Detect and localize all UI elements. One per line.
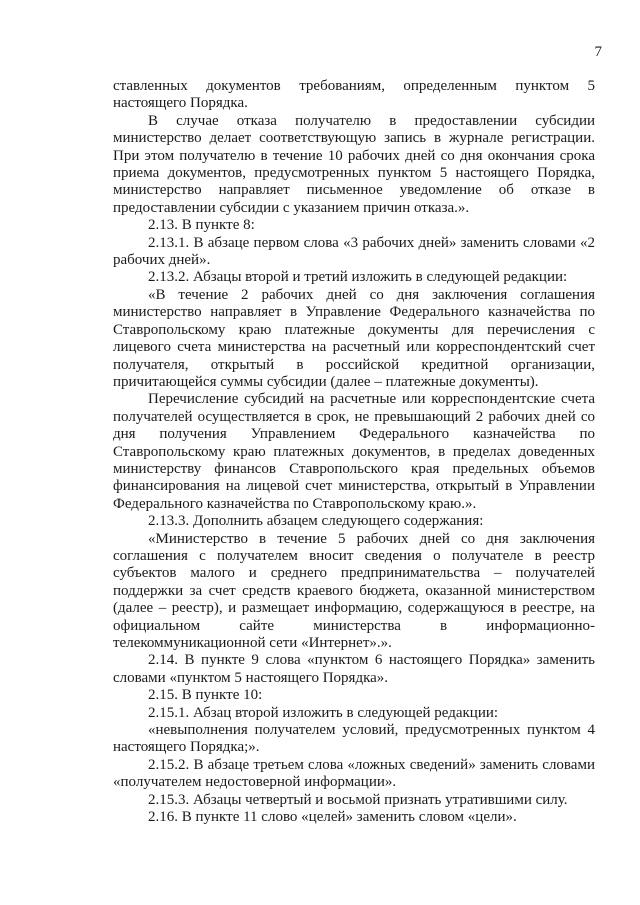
paragraph-12: 2.15.1. Абзац второй изложить в следующей редакции: (148, 704, 499, 721)
paragraph-10: 2.14. В пункте 9 слова «пунктом 6 настоящего Порядка» заменить словами «пунктом 5 настоящего Порядка». (113, 652, 595, 686)
paragraph-11: 2.15. В пункте 10: (148, 687, 263, 704)
document-body (113, 78, 595, 826)
paragraph-4: 2.13.1. В абзаце первом слова «3 рабочих дней» заменить словами «2 рабочих дней». (113, 234, 595, 269)
page-number: 7 (594, 44, 602, 60)
paragraph-14: 2.15.2. В абзаце третьем слова «ложных сведений» заменить словами «получателем недостоверной информации». (113, 756, 595, 791)
paragraph-9: «Министерство в течение 5 рабочих дней со дня заключения соглашения с получателем вносит сведения о получателе в реестр субъектов малого и среднего предпринимательства – получателей поддержки за счет средств краевого бюджета, оказанной министерством (далее – реестр), и размещает информацию, содержащуюся в реестре, на официальном сайте министерства в информационно-телекоммуникационной сети «Интернет».». (113, 530, 595, 651)
paragraph-5: 2.13.2. Абзацы второй и третий изложить в следующей редакции: (148, 269, 568, 286)
paragraph-15: 2.15.3. Абзацы четвертый и восьмой признать утратившими силу. (148, 791, 568, 808)
paragraph-16: 2.16. В пункте 11 слово «целей» заменить словом «цели». (148, 809, 517, 826)
paragraph-13: «невыполнения получателем условий, предусмотренных пунктом 4 настоящего Порядка;». (113, 722, 595, 756)
paragraph-1: ставленных документов требованиям, определенным пунктом 5 настоящего Порядка. (113, 78, 595, 112)
paragraph-2: В случае отказа получателю в предоставлении субсидии министерство делает соответствующую запись в журнале регистрации. При этом получателю в течение 10 рабочих дней со дня окончания срока приема документов, предусмотренных пунктом 5 настоящего Порядка, министерство направляет письменное уведомление об отказе в предоставлении субсидии с указанием причин отказа.». (113, 112, 595, 216)
paragraph-8: 2.13.3. Дополнить абзацем следующего содержания: (148, 513, 484, 530)
paragraph-7: Перечисление субсидий на расчетные или корреспондентские счета получателей осуществляется в срок, не превышающий 2 рабочих дней со дня получения Управлением Федерального казначейства по Ставропольскому краю платежных документов, в пределах доведенных министерству финансов Ставропольского края предельных объемов финансирования на лицевой счет министерства, открытый в Управлении Федерального казначейства по Ставропольскому краю.». (113, 391, 595, 512)
paragraph-6: «В течение 2 рабочих дней со дня заключения соглашения министерство направляет в Управление Федерального казначейства по Ставропольскому краю платежные документы для перечисления с лицевого счета министерства на расчетный или корреспондентский счет получателя, открытый в российской кредитной организации, причитающейся суммы субсидии (далее – платежные документы). (113, 286, 595, 390)
paragraph-3: 2.13. В пункте 8: (148, 217, 255, 234)
